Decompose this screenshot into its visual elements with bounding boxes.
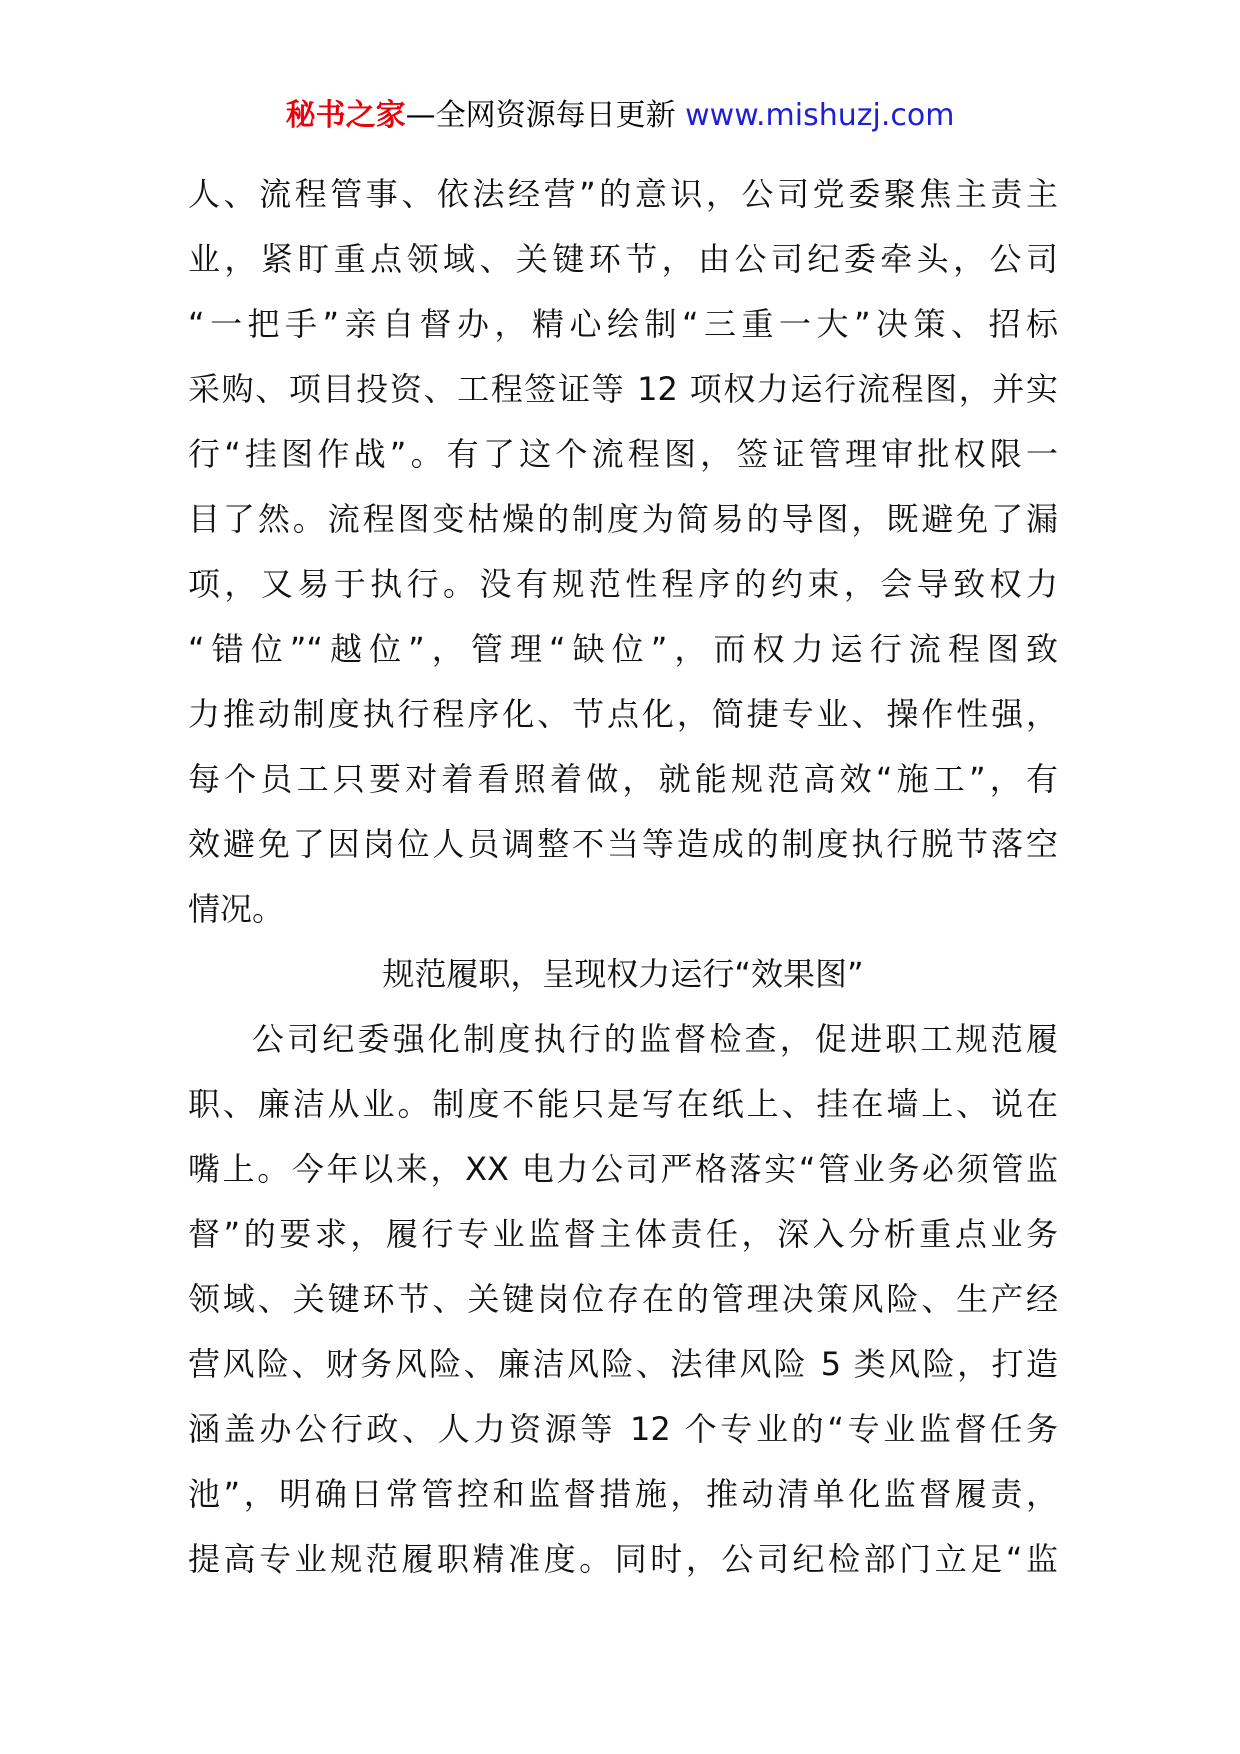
text-line: 职、廉洁从业。制度不能只是写在纸上、挂在墙上、说在 bbox=[188, 1085, 1058, 1123]
text-line: 提高专业规范履职精准度。同时，公司纪检部门立足“监 bbox=[188, 1540, 1058, 1578]
header-brand: 秘书之家 bbox=[285, 98, 406, 133]
text-line: 力推动制度执行程序化、节点化，简捷专业、操作性强， bbox=[188, 695, 1058, 733]
text-line: 涵盖办公行政、人力资源等 12 个专业的“专业监督任务 bbox=[188, 1410, 1058, 1448]
page-header bbox=[0, 96, 1240, 136]
text-line: 业，紧盯重点领域、关键环节，由公司纪委牵头，公司 bbox=[188, 240, 1058, 278]
text-line: 领域、关键环节、关键岗位存在的管理决策风险、生产经 bbox=[188, 1280, 1058, 1318]
header-tagline: —全网资源每日更新 bbox=[405, 98, 686, 133]
text-line: 行“挂图作战”。有了这个流程图，签证管理审批权限一 bbox=[188, 435, 1058, 473]
text-line: 目了然。流程图变枯燥的制度为简易的导图，既避免了漏 bbox=[188, 500, 1058, 538]
text-line: 采购、项目投资、工程签证等 12 项权力运行流程图，并实 bbox=[188, 370, 1058, 408]
text-line: 情况。 bbox=[188, 890, 285, 928]
text-line: “错位”“越位”，管理“缺位”，而权力运行流程图致 bbox=[188, 630, 1058, 668]
text-line: 督”的要求，履行专业监督主体责任，深入分析重点业务 bbox=[188, 1215, 1058, 1253]
text-line: 效避免了因岗位人员调整不当等造成的制度执行脱节落空 bbox=[188, 825, 1058, 863]
text-line: 池”，明确日常管控和监督措施，推动清单化监督履责， bbox=[188, 1475, 1058, 1513]
text-line: 嘴上。今年以来，XX 电力公司严格落实“管业务必须管监 bbox=[188, 1150, 1058, 1188]
text-line: 项，又易于执行。没有规范性程序的约束，会导致权力 bbox=[188, 565, 1058, 603]
header-site-link[interactable]: www.mishuzj.com bbox=[685, 98, 955, 133]
text-line: 人、流程管事、依法经营”的意识，公司党委聚焦主责主 bbox=[188, 175, 1058, 213]
text-line: 每个员工只要对着看照着做，就能规范高效“施工”，有 bbox=[188, 760, 1058, 798]
section-heading: 规范履职，呈现权力运行“效果图” bbox=[382, 955, 864, 993]
document-body bbox=[188, 162, 1058, 1592]
text-line: 营风险、财务风险、廉洁风险、法律风险 5 类风险，打造 bbox=[188, 1345, 1058, 1383]
text-line: “一把手”亲自督办，精心绘制“三重一大”决策、招标 bbox=[188, 305, 1058, 343]
text-line: 公司纪委强化制度执行的监督检查，促进职工规范履 bbox=[252, 1020, 1058, 1058]
